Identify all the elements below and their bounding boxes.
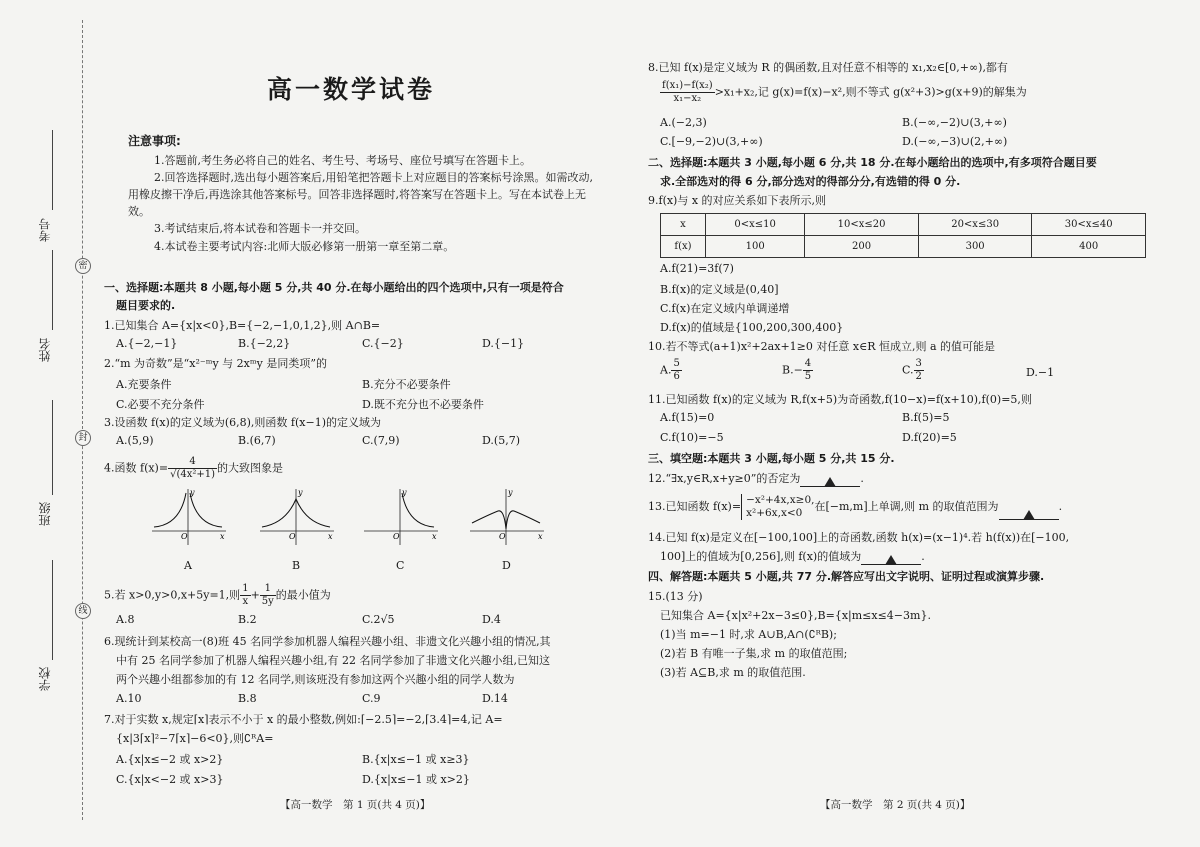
notice-heading: 注意事项: <box>128 134 181 148</box>
answer-blank <box>999 507 1059 520</box>
axis-label-x: x <box>220 532 225 541</box>
piecewise <box>741 494 814 520</box>
section-heading: 二、选择题:本题共 3 小题,每小题 6 分,共 18 分.在每小题给出的选项中,有多项符合题目要 <box>648 156 1097 169</box>
axis-label-y: y <box>402 488 407 497</box>
notice-item: 4.本试卷主要考试内容:北师大版必修第一册第一章至第二章。 <box>154 240 455 253</box>
section-heading: 求.全部选对的得 6 分,部分选对的得部分分,有选错的得 0 分. <box>660 175 961 188</box>
graph-label: C <box>396 559 405 572</box>
section-heading: 题目要求的. <box>116 299 176 312</box>
triangle-icon <box>885 555 897 565</box>
option: D.f(20)=5 <box>902 431 957 444</box>
notice-item: 3.考试结束后,将本试卷和答题卡一并交回。 <box>154 222 366 235</box>
option: C.9 <box>362 692 381 705</box>
stem-text: + <box>250 588 260 602</box>
section-heading: 一、选择题:本题共 8 小题,每小题 5 分,共 40 分.在每小题给出的四个选项中,只有一项是符合 <box>104 281 564 294</box>
option: B.f(x)的定义域是(0,40] <box>660 283 779 296</box>
fill-line <box>52 400 53 495</box>
option: D.(5,7) <box>482 434 521 447</box>
graph-label: A <box>184 559 192 572</box>
table-row <box>661 236 1146 258</box>
option-label: C. <box>902 363 914 377</box>
option: A.8 <box>116 613 135 626</box>
option <box>902 358 924 383</box>
seal-mark: 封 <box>75 430 91 446</box>
option: D.{−1} <box>482 337 525 350</box>
option: D.−1 <box>1026 366 1055 379</box>
question-stem <box>660 80 1027 105</box>
stem-text: . <box>1058 500 1063 513</box>
stem-text: 的最小值为 <box>275 588 331 602</box>
option: C.[−9,−2)∪(3,+∞) <box>660 135 763 148</box>
question-stem <box>104 456 283 481</box>
option: A.f(21)=3f(7) <box>660 262 734 275</box>
answer-blank <box>800 474 860 487</box>
page-1 <box>104 0 604 847</box>
question-stem <box>648 494 1062 520</box>
option: C.(7,9) <box>362 434 400 447</box>
graph-label: B <box>292 559 301 572</box>
numerator: f(x₁)−f(x₂) <box>662 80 713 91</box>
option: A.(−2,3) <box>660 116 707 129</box>
piece-2: x²+6x,x<0 <box>746 507 803 519</box>
field-exam-number: 考号 <box>38 218 52 242</box>
field-class: 班级 <box>38 502 52 526</box>
axis-label-y: y <box>190 488 195 497</box>
stem-text: 100]上的值域为[0,256],则 f(x)的值域为 <box>660 550 862 563</box>
field-school: 学校 <box>38 667 52 691</box>
question-stem <box>648 471 864 487</box>
field-name: 姓名 <box>38 338 52 362</box>
graph-b <box>256 487 336 547</box>
notice-item: 2.回答选择题时,选出每小题答案后,用铅笔把答题卡上对应题目的答案标号涂黑。如需改动,用橡皮擦干净后,再选涂其他答案标号。回答非选择题时,将答案写在答题卡上。写在本试卷上无效。 <box>128 171 593 218</box>
denominator: 2 <box>915 371 922 382</box>
option: B.充分不必要条件 <box>362 378 451 391</box>
question-stem: 7.对于实数 x,规定⌈x⌉表示不小于 x 的最小整数,例如:⌈−2.5⌉=−2,⌈3.4⌉=4,记 A= <box>104 713 503 726</box>
question-stem: 14.已知 f(x)是定义在[−100,100]上的奇函数,函数 h(x)=(x−1)⁴.若 h(f(x))在[−100, <box>648 531 1070 544</box>
fill-line <box>52 560 53 660</box>
question-stem <box>104 583 331 608</box>
table-cell: 300 <box>918 236 1032 258</box>
option: C.必要不充分条件 <box>116 398 205 411</box>
option-label: B.− <box>782 363 803 377</box>
option: C.{x|x<−2 或 x>3} <box>116 773 224 786</box>
question-stem: 6.现统计到某校高一(8)班 45 名同学参加机器人编程兴趣小组、非遗文化兴趣小组的情况,其 <box>104 635 551 648</box>
table-cell: f(x) <box>661 236 706 258</box>
option: D.f(x)的值域是{100,200,300,400} <box>660 321 844 334</box>
table-cell: 20<x≤30 <box>918 214 1032 236</box>
question-stem: 11.已知函数 f(x)的定义域为 R,f(x+5)为奇函数,f(10−x)=f(x+10),f(0)=5,则 <box>648 393 1032 406</box>
question-part: (1)当 m=−1 时,求 A∪B,A∩(∁ᴿB); <box>660 628 837 641</box>
option: A.f(15)=0 <box>660 411 715 424</box>
numerator: 4 <box>168 456 217 469</box>
origin-label: O <box>393 532 400 541</box>
question-stem: 9.f(x)与 x 的对应关系如下表所示,则 <box>648 194 827 207</box>
denominator: x₁−x₂ <box>673 93 702 104</box>
fraction <box>803 358 813 383</box>
graph-d <box>466 487 546 547</box>
option: C.2√5 <box>362 613 395 626</box>
triangle-icon <box>824 477 836 487</box>
question-stem: 3.设函数 f(x)的定义域为(6,8),则函数 f(x−1)的定义域为 <box>104 416 381 429</box>
option-label: A. <box>660 363 672 377</box>
stem-text: 在[−m,m]上单调,则 m 的取值范围为 <box>814 500 999 513</box>
option: B.{x|x≤−1 或 x≥3} <box>362 753 470 766</box>
stem-text: 4.函数 f(x)= <box>104 461 169 475</box>
page-title: 高一数学试卷 <box>267 75 436 104</box>
numerator: 3 <box>915 358 922 369</box>
option: B.8 <box>238 692 257 705</box>
fill-line <box>52 250 53 330</box>
numerator: 5 <box>673 358 680 369</box>
option <box>782 358 813 383</box>
notice-item: 1.答题前,考生务必将自己的姓名、考生号、考场号、座位号填写在答题卡上。 <box>154 154 531 167</box>
question-part: (2)若 B 有唯一子集,求 m 的取值范围; <box>660 647 848 660</box>
question-stem: {x|3⌈x⌉²−7⌈x⌉−6<0},则∁ᴿA= <box>116 732 274 745</box>
mapping-table <box>660 213 1146 258</box>
option: A.{x|x≤−2 或 x>2} <box>116 753 224 766</box>
axis-label-x: x <box>538 532 543 541</box>
table-cell: 200 <box>805 236 919 258</box>
section-heading: 四、解答题:本题共 5 小题,共 77 分.解答应写出文字说明、证明过程或演算步骤. <box>648 570 1045 583</box>
option: D.{x|x≤−1 或 x>2} <box>362 773 470 786</box>
denominator: x <box>242 596 249 607</box>
option: D.14 <box>482 692 508 705</box>
axis-label-y: y <box>298 488 303 497</box>
fraction <box>671 358 681 383</box>
axis-label-x: x <box>328 532 333 541</box>
question-stem: 两个兴趣小组都参加的有 12 名同学,则该班没有参加这两个兴趣小组的同学人数为 <box>116 673 515 686</box>
question-part: (3)若 A⊆B,求 m 的取值范围. <box>660 666 806 679</box>
option: A.{−2,−1} <box>116 337 178 350</box>
option: C.{−2} <box>362 337 404 350</box>
page-2 <box>648 0 1153 847</box>
option: A.10 <box>116 692 142 705</box>
stem-text: 13.已知函数 f(x)= <box>648 500 742 513</box>
graph-label: D <box>502 559 511 572</box>
option: C.f(10)=−5 <box>660 431 724 444</box>
stem-text: . <box>921 550 925 563</box>
option: A.(5,9) <box>116 434 154 447</box>
origin-label: O <box>499 532 506 541</box>
axis-label-x: x <box>432 532 437 541</box>
stem-text: 12.“∃x,y∈R,x+y≥0”的否定为 <box>648 472 801 485</box>
fraction <box>914 358 924 383</box>
seal-mark: 线 <box>75 603 91 619</box>
question-number: 15.(13 分) <box>648 590 703 603</box>
numerator: 4 <box>804 358 812 369</box>
fraction <box>660 80 715 105</box>
stem-text: 的大致图象是 <box>217 461 284 475</box>
origin-label: O <box>181 532 188 541</box>
answer-blank <box>861 552 921 565</box>
question-stem: 2.“m 为奇数”是“x²⁻ᵐy 与 2xᵐy 是同类项”的 <box>104 357 327 370</box>
stem-text: . <box>860 472 864 485</box>
graph-a <box>148 487 228 547</box>
numerator: 1 <box>242 583 249 594</box>
page-footer: 【高一数学 第 2 页(共 4 页)】 <box>820 799 971 811</box>
option: B.2 <box>238 613 257 626</box>
option: B.{−2,2} <box>238 337 291 350</box>
denominator: √(4x²+1) <box>170 469 216 480</box>
piece-1: −x²+4x,x≥0, <box>746 494 815 506</box>
question-stem: 8.已知 f(x)是定义域为 R 的偶函数,且对任意不相等的 x₁,x₂∈[0,+∞),都有 <box>648 61 1008 74</box>
option: B.(−∞,−2)∪(3,+∞) <box>902 116 1007 129</box>
option: D.(−∞,−3)∪(2,+∞) <box>902 135 1008 148</box>
fraction <box>260 583 276 608</box>
option: D.4 <box>482 613 501 626</box>
denominator: 6 <box>673 371 680 382</box>
seal-line <box>82 20 83 820</box>
question-stem <box>660 549 925 565</box>
triangle-icon <box>1023 510 1035 520</box>
origin-label: O <box>289 532 296 541</box>
option <box>660 358 682 383</box>
option: B.f(5)=5 <box>902 411 950 424</box>
question-stem: 已知集合 A={x|x²+2x−3≤0},B={x|m≤x≤4−3m}. <box>660 609 931 622</box>
fraction <box>240 583 250 608</box>
denominator: 5 <box>804 371 812 382</box>
denominator: 5y <box>261 596 274 607</box>
section-heading: 三、填空题:本题共 3 小题,每小题 5 分,共 15 分. <box>648 452 895 465</box>
option: A.充要条件 <box>116 378 172 391</box>
numerator: 1 <box>260 583 276 596</box>
fill-line <box>52 130 53 210</box>
table-cell: x <box>661 214 706 236</box>
page-footer: 【高一数学 第 1 页(共 4 页)】 <box>280 799 431 811</box>
table-cell: 400 <box>1032 236 1146 258</box>
table-header-row <box>661 214 1146 236</box>
table-cell: 0<x≤10 <box>706 214 805 236</box>
table-cell: 100 <box>706 236 805 258</box>
stem-text: 5.若 x>0,y>0,x+5y=1,则 <box>104 588 241 602</box>
table-cell: 10<x≤20 <box>805 214 919 236</box>
seal-mark: 密 <box>75 258 91 274</box>
axis-label-y: y <box>508 488 513 497</box>
binding-margin <box>0 0 100 847</box>
option: C.f(x)在定义域内单调递增 <box>660 302 790 315</box>
question-stem: 1.已知集合 A={x|x<0},B={−2,−1,0,1,2},则 A∩B= <box>104 319 381 332</box>
question-stem: 中有 25 名同学参加了机器人编程兴趣小组,有 22 名同学参加了非遗文化兴趣小组,已知这 <box>116 654 550 667</box>
stem-text: >x₁+x₂,记 g(x)=f(x)−x²,则不等式 g(x²+3)>g(x+9)的解集为 <box>714 85 1027 99</box>
question-stem: 10.若不等式(a+1)x²+2ax+1≥0 对任意 x∈R 恒成立,则 a 的值可能是 <box>648 340 996 353</box>
fraction <box>168 456 217 481</box>
table-cell: 30<x≤40 <box>1032 214 1146 236</box>
option: B.(6,7) <box>238 434 276 447</box>
graph-c <box>360 487 440 547</box>
option: D.既不充分也不必要条件 <box>362 398 484 411</box>
